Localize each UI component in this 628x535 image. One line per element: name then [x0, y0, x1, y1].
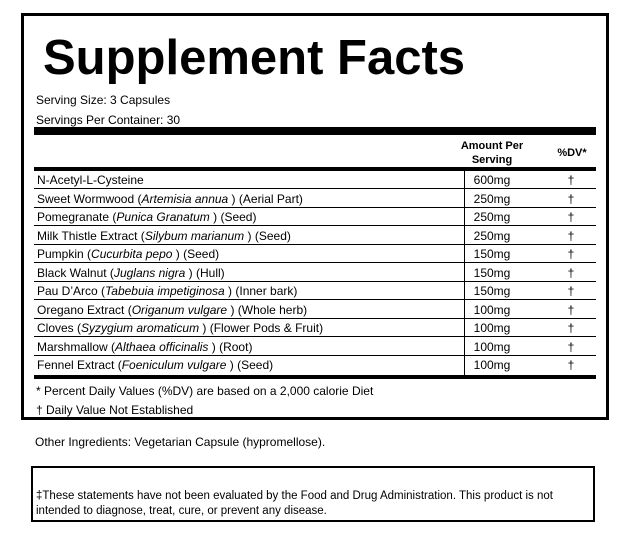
- ingredient-row: [34, 245, 596, 263]
- ingredient-common-name: Pau D’Arco: [37, 284, 98, 298]
- ingredient-latin-name: Artemisia annua: [141, 191, 229, 206]
- ingredient-name: Milk Thistle Extract (Silybum marianum ) (Seed): [37, 228, 291, 243]
- ingredient-plant-part: (Root): [219, 339, 253, 354]
- ingredient-name: Pomegranate (Punica Granatum ) (Seed): [37, 210, 257, 224]
- ingredient-common-name: Black Walnut: [37, 265, 107, 280]
- ingredient-dv: †: [567, 247, 575, 261]
- ingredient-dv: †: [567, 321, 575, 335]
- ingredient-amount: 250mg: [473, 210, 511, 224]
- column-divider: [464, 171, 465, 377]
- ingredient-row: [34, 208, 596, 226]
- ingredient-common-name: Pumpkin: [37, 247, 84, 261]
- ingredient-name: Fennel Extract (Foeniculum vulgare ) (Seed): [37, 358, 274, 372]
- ingredient-dv: †: [567, 265, 575, 280]
- ingredient-row: [34, 338, 596, 356]
- ingredient-plant-part: (Flower Pods & Fruit): [209, 321, 324, 335]
- ingredient-common-name: N-Acetyl-L-Cysteine: [37, 173, 144, 187]
- ingredient-dv: †: [567, 173, 575, 187]
- ingredient-plant-part: (Seed): [254, 228, 291, 243]
- ingredient-plant-part: (Whole herb): [237, 302, 308, 317]
- other-ingredients: Other Ingredients: Vegetarian Capsule (hypromellose).: [35, 435, 326, 449]
- ingredient-name: [37, 173, 144, 187]
- ingredient-dv: †: [567, 302, 575, 317]
- ingredient-name: Sweet Wormwood (Artemisia annua ) (Aerial Part): [37, 191, 303, 206]
- ingredient-dv: †: [567, 284, 575, 298]
- ingredient-latin-name: Syzygium aromaticum: [81, 321, 200, 335]
- ingredient-amount: 150mg: [473, 284, 511, 298]
- ingredient-name: Cloves (Syzygium aromaticum ) (Flower Pods & Fruit): [37, 321, 324, 335]
- ingredient-plant-part: (Seed): [220, 210, 257, 224]
- ingredient-plant-part: (Seed): [183, 247, 220, 261]
- ingredient-row: [34, 356, 596, 374]
- amount-header-line1: Amount Per: [460, 140, 524, 152]
- ingredient-amount: 100mg: [473, 302, 511, 317]
- ingredient-plant-part: (Seed): [237, 358, 274, 372]
- ingredient-dv: †: [567, 339, 575, 354]
- ingredient-name: Marshmallow (Althaea officinalis ) (Root): [37, 339, 253, 354]
- footnote-daily-values: * Percent Daily Values (%DV) are based on a 2,000 calorie Diet: [36, 384, 374, 398]
- ingredient-latin-name: Althaea officinalis: [115, 339, 209, 354]
- fda-disclaimer-box: [31, 466, 595, 522]
- ingredient-plant-part: (Aerial Part): [238, 191, 303, 206]
- ingredient-latin-name: Foeniculum vulgare: [121, 358, 227, 372]
- ingredient-row: [34, 264, 596, 282]
- ingredient-name: Black Walnut (Juglans nigra ) (Hull): [37, 265, 225, 280]
- ingredient-dv: †: [567, 210, 575, 224]
- ingredient-amount: 600mg: [473, 173, 511, 187]
- ingredient-row: [34, 319, 596, 337]
- ingredient-latin-name: Silybum marianum: [144, 228, 245, 243]
- amount-header-line2: Serving: [471, 154, 513, 166]
- ingredient-plant-part: (Inner bark): [235, 284, 298, 298]
- ingredient-common-name: Pomegranate: [37, 210, 110, 224]
- ingredient-common-name: Oregano Extract: [37, 302, 125, 317]
- thick-rule-top: [34, 127, 596, 135]
- ingredient-latin-name: Tabebuia impetiginosa: [105, 284, 225, 298]
- ingredient-common-name: Fennel Extract: [37, 358, 115, 372]
- supplement-facts-panel: [21, 13, 609, 420]
- serving-size: Serving Size: 3 Capsules: [36, 93, 171, 107]
- ingredient-latin-name: Punica Granatum: [116, 210, 210, 224]
- ingredient-name: Oregano Extract (Origanum vulgare ) (Whole herb): [37, 302, 308, 317]
- ingredient-plant-part: (Hull): [196, 265, 225, 280]
- ingredient-common-name: Sweet Wormwood: [37, 191, 135, 206]
- amount-per-serving-header: [457, 139, 527, 167]
- ingredient-name: Pumpkin (Cucurbita pepo ) (Seed): [37, 247, 220, 261]
- ingredient-common-name: Marshmallow: [37, 339, 108, 354]
- ingredient-row: [34, 301, 596, 319]
- ingredient-dv: †: [567, 191, 575, 206]
- ingredient-common-name: Milk Thistle Extract: [37, 228, 138, 243]
- ingredient-amount: 250mg: [473, 228, 511, 243]
- ingredient-amount: 100mg: [473, 358, 511, 372]
- ingredient-latin-name: Juglans nigra: [113, 265, 186, 280]
- ingredient-name: Pau D’Arco (Tabebuia impetiginosa ) (Inner bark): [37, 284, 298, 298]
- ingredient-amount: 250mg: [473, 191, 511, 206]
- ingredient-common-name: Cloves: [37, 321, 74, 335]
- ingredient-dv: †: [567, 228, 575, 243]
- ingredient-amount: 150mg: [473, 265, 511, 280]
- ingredient-row: [34, 190, 596, 208]
- servings-per-container: Servings Per Container: 30: [36, 113, 181, 127]
- fda-disclaimer-text: ‡These statements have not been evaluated by the Food and Drug Administration. This product is not intended to diagnose, treat, cure, or prevent any disease.: [36, 490, 553, 517]
- footnote-dagger: † Daily Value Not Established: [36, 403, 194, 417]
- dv-header: %DV*: [557, 147, 587, 159]
- ingredient-row: [34, 227, 596, 245]
- ingredient-amount: 150mg: [473, 247, 511, 261]
- thick-rule-bottom: [34, 375, 596, 379]
- ingredient-row: [34, 282, 596, 300]
- ingredient-amount: 100mg: [473, 321, 511, 335]
- panel-title: Supplement Facts: [43, 31, 466, 85]
- ingredient-latin-name: Cucurbita pepo: [91, 247, 173, 261]
- ingredient-row: [34, 171, 596, 189]
- ingredient-amount: 100mg: [473, 339, 511, 354]
- ingredient-dv: †: [567, 358, 575, 372]
- ingredient-latin-name: Origanum vulgare: [131, 302, 228, 317]
